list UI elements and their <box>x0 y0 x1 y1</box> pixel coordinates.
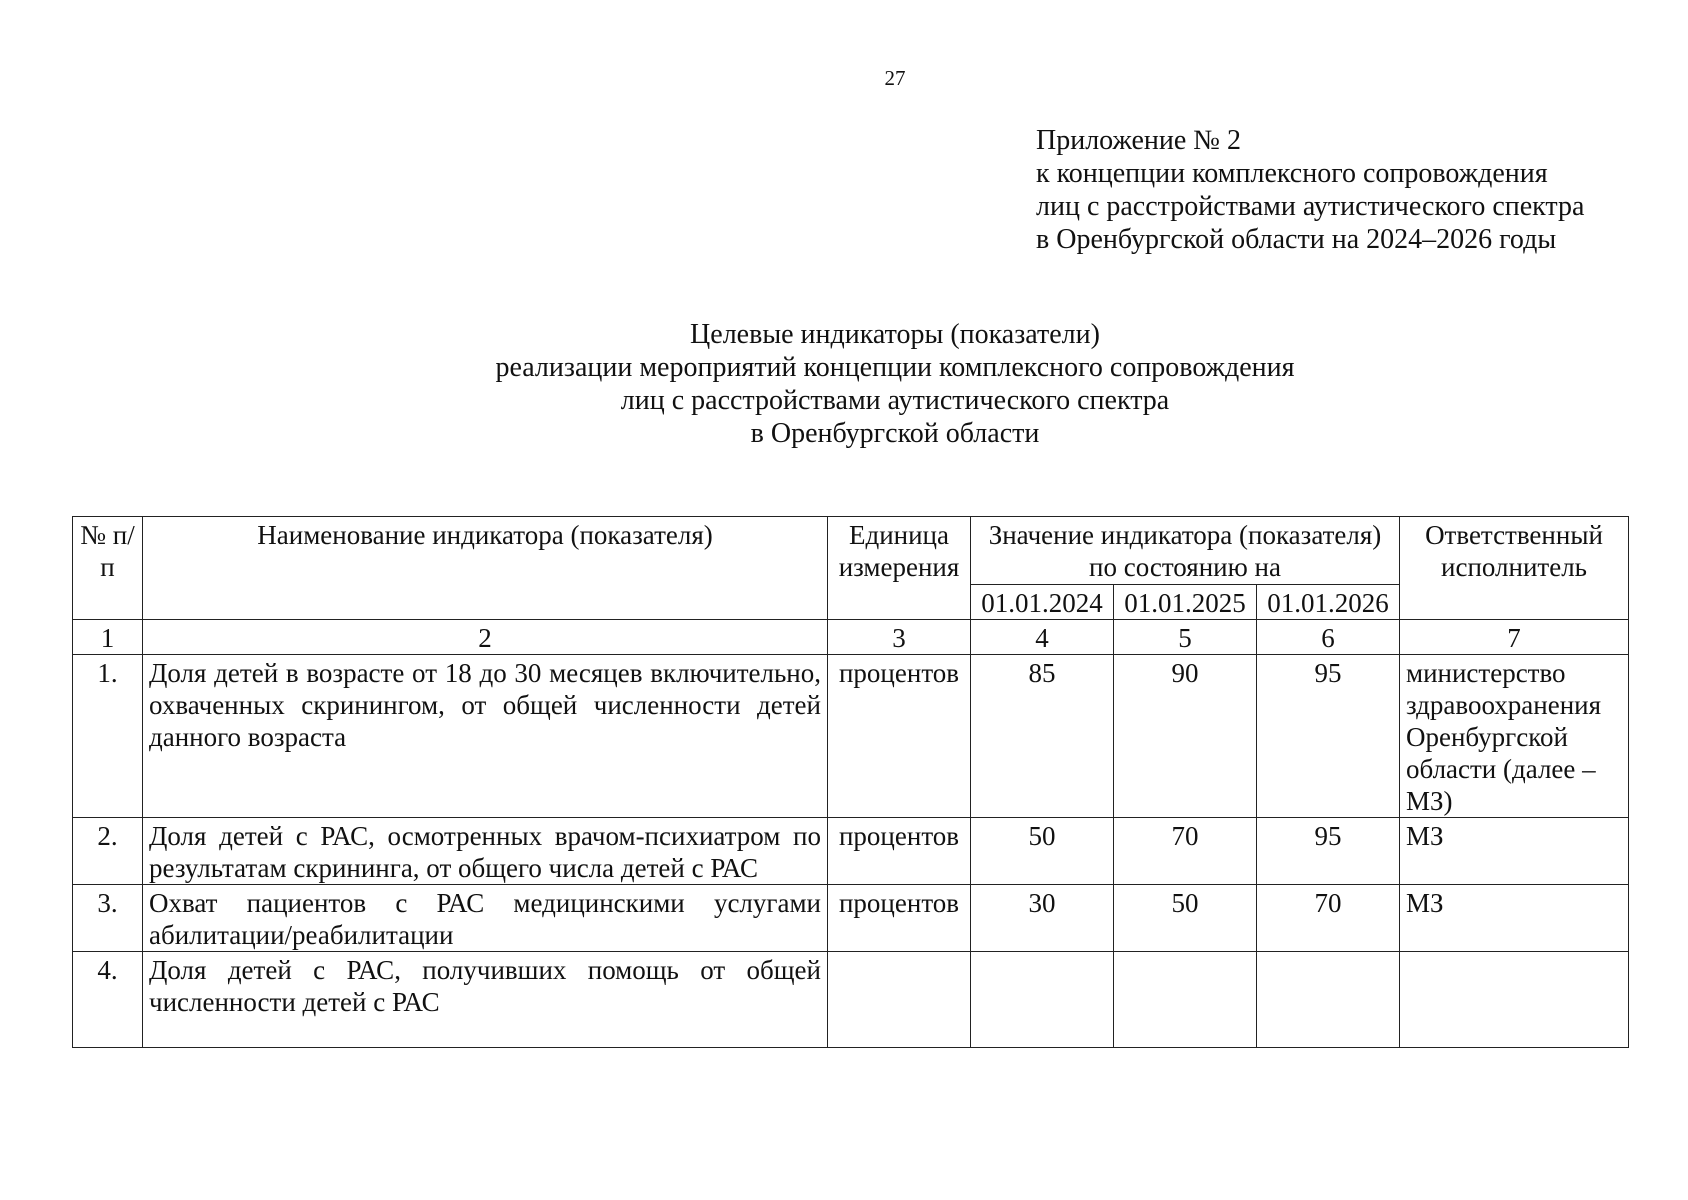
title-line: Целевые индикаторы (показатели) <box>690 319 1100 350</box>
document-title <box>0 318 1688 450</box>
row-value-2025: 70 <box>1114 818 1257 885</box>
column-number: 5 <box>1114 620 1257 655</box>
indicators-table <box>72 516 1629 1048</box>
row-value-2025: 50 <box>1114 885 1257 952</box>
header-value-group: Значение индикатора (показателя) по состоянию на <box>971 517 1400 585</box>
row-num: 1. <box>73 655 143 818</box>
column-number: 6 <box>1257 620 1400 655</box>
row-value-2025 <box>1114 952 1257 1048</box>
row-value-2026: 95 <box>1257 655 1400 818</box>
title-line: в Оренбургской области <box>750 418 1040 449</box>
row-value-2024: 85 <box>971 655 1114 818</box>
row-indicator-name: Доля детей с РАС, осмотренных врачом-психиатром по результатам скрининга, от общего числа детей с РАС <box>143 818 828 885</box>
appendix-line: лиц с расстройствами аутистического спектра <box>1036 191 1585 222</box>
header-name: Наименование индикатора (показателя) <box>143 517 828 620</box>
row-executor: министерство здравоохранения Оренбургской области (далее – МЗ) <box>1400 655 1629 818</box>
column-number: 7 <box>1400 620 1629 655</box>
row-unit: процентов <box>828 655 971 818</box>
header-date-2025: 01.01.2025 <box>1114 585 1257 620</box>
row-unit: процентов <box>828 885 971 952</box>
row-value-2024: 30 <box>971 885 1114 952</box>
header-date-2024: 01.01.2024 <box>971 585 1114 620</box>
table-header-row <box>73 517 1629 585</box>
row-unit <box>828 952 971 1048</box>
page-number: 27 <box>884 66 906 90</box>
row-value-2024: 50 <box>971 818 1114 885</box>
appendix-header <box>1036 124 1584 256</box>
row-indicator-name: Доля детей с РАС, получивших помощь от общей численности детей с РАС <box>143 952 828 1048</box>
table-row <box>73 885 1629 952</box>
column-number: 2 <box>143 620 828 655</box>
row-executor: МЗ <box>1400 818 1629 885</box>
row-num: 3. <box>73 885 143 952</box>
table-row <box>73 818 1629 885</box>
row-value-2025: 90 <box>1114 655 1257 818</box>
header-num: № п/п <box>73 517 143 620</box>
row-value-2024 <box>971 952 1114 1048</box>
table-row <box>73 655 1629 818</box>
title-line: лиц с расстройствами аутистического спектра <box>620 385 1170 416</box>
row-value-2026: 95 <box>1257 818 1400 885</box>
table-row <box>73 952 1629 1048</box>
column-number: 4 <box>971 620 1114 655</box>
appendix-line: Приложение № 2 <box>1036 125 1241 156</box>
row-num: 4. <box>73 952 143 1048</box>
row-value-2026 <box>1257 952 1400 1048</box>
row-indicator-name: Доля детей в возрасте от 18 до 30 месяцев включительно, охваченных скринингом, от общей численности детей данного возраста <box>143 655 828 818</box>
row-unit: процентов <box>828 818 971 885</box>
column-number: 3 <box>828 620 971 655</box>
column-number-row <box>73 620 1629 655</box>
appendix-line: в Оренбургской области на 2024–2026 годы <box>1036 224 1557 255</box>
title-line: реализации мероприятий концепции комплексного сопровождения <box>495 352 1295 383</box>
row-executor: МЗ <box>1400 885 1629 952</box>
row-indicator-name: Охват пациентов с РАС медицинскими услугами абилитации/реабилитации <box>143 885 828 952</box>
header-executor: Ответственный исполнитель <box>1400 517 1629 620</box>
row-num: 2. <box>73 818 143 885</box>
appendix-line: к концепции комплексного сопровождения <box>1036 158 1548 189</box>
header-unit: Единица измерения <box>828 517 971 620</box>
row-executor <box>1400 952 1629 1048</box>
column-number: 1 <box>73 620 143 655</box>
header-date-2026: 01.01.2026 <box>1257 585 1400 620</box>
row-value-2026: 70 <box>1257 885 1400 952</box>
